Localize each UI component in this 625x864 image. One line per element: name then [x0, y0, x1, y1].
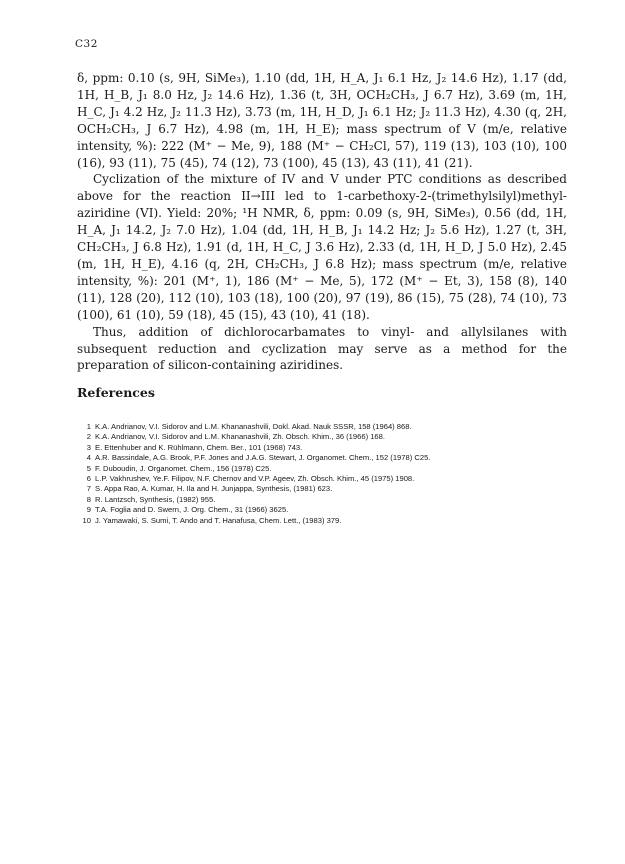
- reference-number: 4: [86, 453, 91, 463]
- paragraph-cyclization: Cyclization of the mixture of IV and V under PTC conditions as described above for the reaction II→III led to 1-carbethoxy-2-(trimethylsilyl)methyl-aziridine (VI). Yield: 20%; ¹H NMR, δ, ppm: 0.09 (s, 9H, SiMe₃), 0.56 (dd, 1H, H_A, J₁ 14.2, J₂ 7.0 Hz), 1.04 (dd, 1H, H_B, J₁ 14.2 Hz; J₂ 5.6 Hz), 1.27 (t, 3H, CH₂CH₃, J 6.8 Hz), 1.91 (d, 1H, H_C, J 3.6 Hz), 2.33 (d, 1H, H_D, J 5.0 Hz), 2.45 (m, 1H, H_E), 4.16 (q, 2H, CH₂CH₃, J 6.8 Hz); mass spectrum (m/e, relative intensity, %): 201 (M⁺, 1), 186 (M⁺ − Me, 5), 172 (M⁺ − Et, 3), 158 (8), 140 (11), 128 (20), 112 (10), 103 (18), 100 (20), 97 (19), 86 (15), 75 (28), 74 (10), 73 (100), 61 (10), 59 (18), 45 (15), 43 (10), 41 (18).: [77, 172, 567, 322]
- page-number: C32: [75, 38, 98, 50]
- body-text: [77, 70, 567, 374]
- references-heading: References: [77, 385, 155, 400]
- paragraph-nmr-data: δ, ppm: 0.10 (s, 9H, SiMe₃), 1.10 (dd, 1H, H_A, J₁ 6.1 Hz, J₂ 14.6 Hz), 1.17 (dd, 1H, H_B, J₁ 8.0 Hz, J₂ 14.6 Hz), 1.36 (t, 3H, OCH₂CH₃, J 6.7 Hz), 3.69 (m, 1H, H_C, J₁ 4.2 Hz, J₂ 11.3 Hz), 3.73 (m, 1H, H_D, J₁ 6.1 Hz; J₂ 11.3 Hz), 4.30 (q, 2H, OCH₂CH₃, J 6.7 Hz), 4.98 (m, 1H, H_E); mass spectrum of V (m/e, relative intensity, %): 222 (M⁺ − Me, 9), 188 (M⁺ − CH₂Cl, 57), 119 (13), 103 (10), 100 (16), 93 (11), 75 (45), 74 (12), 73 (100), 45 (13), 43 (11), 41 (21).: [77, 71, 567, 170]
- reference-item: [80, 453, 560, 463]
- reference-number: 7: [86, 484, 91, 494]
- reference-text: A.R. Bassindale, A.G. Brook, P.F. Jones and J.A.G. Stewart, J. Organomet. Chem., 152 (1978) C25.: [95, 453, 431, 463]
- reference-number: 1: [86, 422, 91, 431]
- reference-number: 6: [86, 474, 91, 484]
- reference-item: [80, 484, 560, 494]
- reference-item: [80, 432, 560, 442]
- reference-text: F. Duboudin, J. Organomet. Chem., 156 (1978) C25.: [95, 463, 272, 473]
- reference-text: T.A. Foglia and D. Swern, J. Org. Chem., 31 (1966) 3625.: [95, 505, 289, 515]
- reference-item: [80, 505, 560, 515]
- reference-text: E. Ettenhuber and K. Rühlmann, Chem. Ber., 101 (1968) 743.: [95, 442, 303, 452]
- reference-text: S. Appa Rao, A. Kumar, H. Ila and H. Junjappa, Synthesis, (1981) 623.: [95, 484, 333, 494]
- paragraph-conclusion: Thus, addition of dichlorocarbamates to vinyl- and allylsilanes with subsequent reduction and cyclization may serve as a method for the preparation of silicon-containing aziridines.: [77, 324, 567, 373]
- reference-text: J. Yamawaki, S. Sumi, T. Ando and T. Hanafusa, Chem. Lett., (1983) 379.: [95, 515, 342, 525]
- reference-number: 5: [86, 463, 91, 473]
- reference-text: K.A. Andrianov, V.I. Sidorov and L.M. Khananashvili, Dokl. Akad. Nauk SSSR, 158 (1964) 868.: [95, 422, 412, 431]
- reference-item: [80, 464, 560, 474]
- reference-item: [80, 422, 560, 432]
- reference-text: K.A. Andrianov, V.I. Sidorov and L.M. Khananashvili, Zh. Obsch. Khim., 36 (1966) 168.: [95, 432, 385, 442]
- reference-number: 3: [86, 442, 91, 452]
- reference-item: [80, 516, 560, 526]
- reference-list: [80, 422, 560, 526]
- reference-number: 10: [82, 515, 91, 525]
- reference-item: [80, 443, 560, 453]
- reference-number: 8: [86, 494, 91, 504]
- reference-item: [80, 495, 560, 505]
- reference-text: L.P. Vakhrushev, Ye.F. Filipov, N.F. Chernov and V.P. Ageev, Zh. Obsch. Khim., 45 (1975) 1908.: [95, 474, 415, 484]
- reference-text: R. Lantzsch, Synthesis, (1982) 955.: [95, 494, 216, 504]
- reference-number: 9: [86, 505, 91, 515]
- reference-item: [80, 474, 560, 484]
- reference-number: 2: [86, 432, 91, 442]
